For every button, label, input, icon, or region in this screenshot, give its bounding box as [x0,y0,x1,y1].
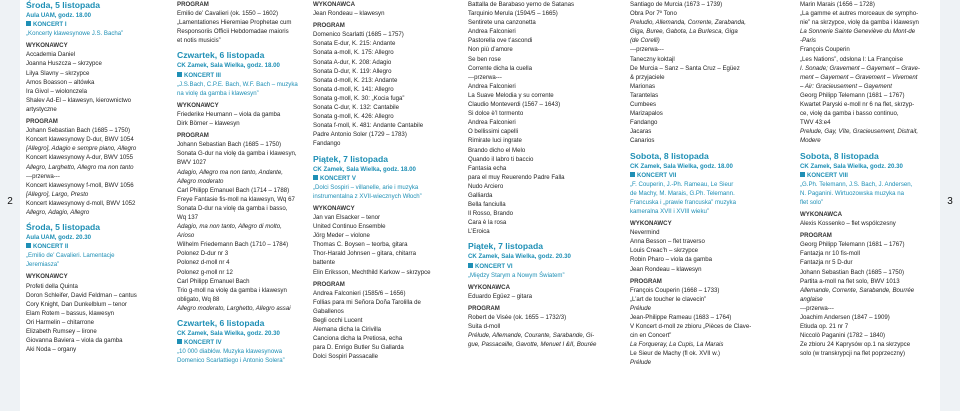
concert-label-text: KONCERT III [184,71,221,79]
section-label: PROGRAM [468,304,500,312]
venue-line: Aula UAM, godz. 20.30 [26,234,92,242]
program-line: Sonata G-dur na violę da gamba i klawesyn, [177,150,297,158]
movement-line: Arioso [177,232,195,240]
program-line: Sonata D-dur na violę da gamba i basso, [177,204,288,212]
program-line: Jacaras [630,128,652,136]
section-label: WYKONAWCY [177,101,219,109]
program-line: Elizabeth Rumsey – lirone [26,328,97,335]
program-line: Andrea Falconieri [468,119,516,127]
program-line: Joachim Andersen (1847 – 1909) [800,314,890,321]
section-label: PROGRAM [630,277,662,285]
movement-line: Allemande, Corrente, Sarabande, Bourrée [800,286,915,294]
concert-square-icon [177,72,182,77]
program-line: Anna Besson – flet traverso [630,238,705,246]
program-line: Marin Marais (1656 – 1728) [800,1,875,8]
concert-title: instrumentalna z XVII-wiecznych Włoch” [313,192,422,200]
program-line: para el muy Reuerendo Padre Falla [468,173,565,181]
program-line: Andrea Falconieri [468,82,516,90]
program-line: cin en Concert” [630,332,672,340]
program-line: Freye Fantasie fis-moll na klawesyn, Wq 67 [177,195,295,203]
concert-title: „Dolci Sospiri – villanelle, arie i muzyka [313,183,419,191]
program-line: Giovanna Baviera – viola da gamba [26,337,123,345]
movement-line: La Forqueray, La Cupis, La Marais [630,341,724,349]
concert-label-text: KONCERT VII [637,171,677,179]
day-heading: Sobota, 8 listopada [800,150,879,161]
program-line: Johann Sebastian Bach (1685 – 1750) [800,268,905,276]
concert-label [177,71,310,80]
program-line: O bellissimi capelli [468,128,519,136]
program-line: Nevermind [630,229,660,237]
program-line: Polonez d-moll nr 4 [177,259,230,267]
program-column-5 [630,0,763,368]
program-line: Carl Philipp Emanuel Bach (1714 – 1788) [177,186,290,194]
concert-label-text: KONCERT V [320,174,356,182]
program-line: Polonez g-moll nr 12 [177,268,233,276]
section-label: WYKONAWCY [630,220,672,228]
program-line: Cumbees [630,101,657,109]
program-line: Sonata D-dur, K. 119: Allegro [313,67,392,75]
movement-line: [Allegro], Largo, Presto [26,190,89,198]
venue-line: Aula UAM, godz. 18.00 [26,12,92,19]
program-line: Sonata f-moll, K. 481: Andante Cantabile [313,122,424,130]
program-line: Koncert klawesynowy d-moll, BWV 1052 [26,199,136,207]
program-line: Polonez D-dur nr 3 [177,250,229,258]
program-line: Andrea Falconieri [468,28,516,36]
program-line: Santiago de Murcia (1673 – 1739) [630,1,723,8]
program-line: Nudo Arciero [468,182,504,190]
program-line: Fantasia echa [468,164,507,172]
program-line: Jörg Meder – violone [313,232,370,240]
program-line: Tarantelas [630,91,659,99]
program-line: Trio g-moll na violę da gamba i klawesyn [177,286,287,294]
program-line: François Couperin (1668 – 1733) [630,286,720,294]
program-line: United Continuo Ensemble [313,223,386,231]
concert-label [630,171,763,180]
program-line: Joanna Huszcza – skrzypce [26,60,102,68]
program-line: Sentirete una canzonetta [468,19,536,27]
concert-title: „F. Couperin, J.-Ph. Rameau, Le Sieur [630,180,734,188]
program-line: Carl Philipp Emanuel Bach [177,277,250,285]
program-line: obligato, Wq 88 [177,295,220,303]
program-line: Taneczny koktajl [630,55,675,63]
movement-line: Prelude, Gay, Vîte, Gracieusement, Distrait, [800,128,919,136]
concert-label [468,262,601,271]
program-line: Thomas C. Boysen – teorba, gitara [313,241,408,249]
program-line: Ze zbioru 24 Kaprysów op.1 na skrzypce [800,341,911,349]
section-label: WYKONAWCY [313,204,355,212]
program-line: Jean-Philippe Rameau (1683 – 1764) [630,314,732,321]
program-line: Se ben rose [468,55,501,63]
day-heading: Sobota, 8 listopada [630,150,709,161]
movement-line: Giga, Buree, Gabota, La Burlesca, Giga [630,28,738,36]
program-line: Suita d-moll [468,323,501,331]
program-line: „La gamme et autres morceaux de sympho- [800,10,919,18]
section-label: WYKONAWCA [800,210,842,218]
program-line: „L’art de toucher le clavecin” [630,295,707,303]
page-number-left: 2 [7,196,13,207]
concert-label [313,174,446,183]
program-column-3 [313,0,446,361]
concert-label [26,242,159,251]
section-label: PROGRAM [313,22,345,30]
movement-line: Allegro moderato, Larghetto, Allegro assai [177,304,291,312]
movement-line: Prélude, Allemande, Courante, Sarabande, Gi- [468,332,595,340]
movement-line: ment – Gayement – Gravement – Vivement [800,73,918,81]
movement-line: Allegro moderato [177,177,224,185]
program-line: Begli occhi Lucent [313,317,363,324]
concert-title: „10 000 diabłów. Muzyka klawesynowa [177,348,283,356]
program-line: Niccolò Paganini (1782 – 1840) [800,332,886,340]
program-line: Wq 137 [177,213,199,221]
program-line: Wilhelm Friedemann Bach (1710 – 1784) [177,241,289,249]
program-line: Dirk Börner – klawesyn [177,120,240,128]
venue-line: CK Zamek, Sala Wielka, godz. 20.30 [177,330,280,337]
concert-label-text: KONCERT VIII [807,171,848,179]
program-line: Sonata A-dur, K. 208: Adagio [313,58,392,66]
section-label: PROGRAM [177,1,209,8]
program-line: Koncert klawesynowy f-moll, BWV 1056 [26,181,134,189]
concert-title: „G.Ph. Telemann, J.S. Bach, J. Andersen, [800,180,913,188]
concert-title: „J.S.Bach, C.P.E. Bach, W.F. Bach – muzyka [177,80,298,88]
program-line: Robert de Visée (ok. 1655 – 1732/3) [468,314,567,321]
program-line: ---przerwa--- [468,73,502,81]
program-line: La Suave Melodia y su corrente [468,91,554,99]
concert-label-text: KONCERT II [33,243,69,251]
program-line: ce, violę da gamba i basso continuo, [800,110,899,118]
program-line: BWV 1027 [177,159,207,167]
program-line: Cara è la rosa [468,219,507,227]
venue-line: CK Zamek, Sala Wielka, godz. 18.00 [313,165,416,173]
program-line: Lilya Slavny – skrzypce [26,69,90,77]
program-line: V Koncert d-moll ze zbioru „Pièces de Clave- [630,323,752,331]
concert-square-icon [26,243,31,248]
day-heading: Środa, 5 listopada [26,222,101,233]
program-line: Canciona dicha la Pretiosa, echa [313,335,403,343]
program-line: Sonata d-moll, K. 141: Allegro [313,85,394,93]
program-line: Aki Noda – organy [26,346,77,354]
program-line: Dolci Sospiri Passacalle [313,353,379,361]
concert-label [177,338,310,347]
concert-title: Jeremiasza” [26,261,60,269]
concert-label-text: KONCERT IV [184,339,222,347]
concert-label-text: KONCERT VI [475,262,513,270]
program-line: Elam Rotem – bassus, klawesyn [26,309,115,317]
section-label: WYKONAWCA [313,1,355,8]
concert-title: Domenico Scarlattiego i Antonio Solera” [177,357,285,365]
program-line: Marizapalos [630,110,663,118]
concert-label [800,171,933,180]
day-heading: Środa, 5 listopada [26,0,101,10]
program-line: Sonata C-dur, K. 132: Cantabile [313,104,400,112]
movement-line: gue, Passacaille, Gavotte, Menuet I &II, Bourée [468,341,597,349]
program-line: Galliarda [468,191,493,199]
program-line: Louis Creac’h – skrzypce [630,247,699,255]
program-line: et notis musicis” [177,37,221,45]
section-label: WYKONAWCA [468,283,510,291]
program-line: Jean Rondeau – klawesyn [630,265,702,273]
program-line: Friederike Heumann – viola da gamba [177,110,281,118]
concert-square-icon [800,172,805,177]
concert-square-icon [313,175,318,180]
program-line: nie” na skrzypce, violę da gamba i klawesyn [800,19,919,27]
program-line: Sonata E-dur, K. 215: Andante [313,40,396,48]
program-line: Sonata d-moll, K. 213: Andante [313,76,398,84]
concert-title: „Między Starym a Nowym Światem” [468,271,565,279]
program-line: Sonata g-moll, K. 426: Allegro [313,113,394,121]
program-line: Sonata a-moll, K. 175: Allegro [313,49,394,57]
program-line: Fandango [630,119,658,127]
concert-title: flet solo” [800,198,824,206]
concert-square-icon [468,263,473,268]
program-line: Rimirate luci ingrate [468,137,522,145]
movement-line: Preludio, Allemanda, Corrente, Zarabanda, [630,19,746,27]
movement-line: I. Sonade; Gravement – Gayement – Grave- [800,64,920,72]
program-line: Canarios [630,137,655,145]
program-line: Robin Pharo – viola da gamba [630,256,712,264]
program-line: Alexis Kossenko – flet wspólczesny [800,220,896,228]
program-line: Follias para mi Señora Doña Tarolilla de [313,298,421,306]
concert-title: de Machy, M. Marais, G.Ph. Telemann. [630,189,735,197]
program-line: Johann Sebastian Bach (1685 – 1750) [177,141,282,149]
program-line: Domenico Scarlatti (1685 – 1757) [313,31,404,39]
concert-title: kameralna XVII i XVIII wieku” [630,207,709,215]
day-heading: Czwartek, 6 listopada [177,318,265,328]
program-line: Fantazja nr 5 D-dur [800,259,853,267]
program-line: Claudio Monteverdi (1567 – 1643) [468,101,561,109]
program-line: Thor-Harald Johnsen – gitara, chitarra [313,250,416,258]
program-line: Accademia Daniel [26,51,76,59]
movement-line: Modere [800,137,821,145]
program-line: Kwartet Paryski e-moll nr 6 na flet, skrzyp- [800,101,915,109]
program-line: L’Eroica [468,228,490,236]
program-line: para D. Enrigo Butler Su Gallarda [313,344,404,352]
movement-line: Prélude [630,304,652,312]
program-line: Emilio de’ Cavalieri (ok. 1550 – 1602) [177,10,279,18]
program-line: solo (w transkrypcji na flet poprzeczny) [800,350,905,358]
program-line: Quando il labro ti baccio [468,155,534,163]
program-line: Alemana dicha la Cirivilla [313,326,382,334]
concert-square-icon [630,172,635,177]
movement-line: La Sonnerie Sainte Geneviève du Mont-de [800,28,916,36]
program-line: Ira Givol – wiolonczela [26,87,87,95]
concert-title: „Koncerty klawesynowe J.S. Bacha” [26,30,124,38]
program-line: Etiuda op. 21 nr 7 [800,323,849,331]
program-line: Non più d’amore [468,46,513,54]
program-line: Battalla de Barabaso yerno de Satanas [468,1,575,8]
program-line: Elin Eriksson, Mechthild Karkow – skrzypce [313,268,431,276]
program-line: Fandango [313,140,341,148]
program-line: François Couperin [800,46,850,54]
movement-line: [Allegro], Adagio e sempre piano, Allegro [26,145,137,153]
program-line: & przyjaciele [630,73,665,81]
program-line: Jean Rondeau – klawesyn [313,10,385,18]
program-line: Koncert klawesynowy A-dur, BWV 1055 [26,154,134,162]
program-line: Doron Schleifer, David Feldman – cantus [26,291,137,299]
program-line: Padre Antonio Soler (1729 – 1783) [313,131,407,139]
program-column-1 [26,0,159,354]
program-line: Si dolce è’l tormento [468,110,524,118]
program-line: Amos Boasson – altówka [26,78,95,86]
program-line: „Lamentationes Hieremiae Prophetae cum [177,19,292,27]
program-line: Eduardo Egüez – gitara [468,292,533,300]
program-line: Bella fanciulla [468,201,506,209]
day-heading: Piątek, 7 listopada [468,241,543,252]
concert-title: Francuska i „prawie francuska” muzyka [630,198,736,206]
concert-square-icon [177,339,182,344]
program-line: Sonata g-moll, K. 30: „Kocia fuga” [313,94,405,102]
program-line: Georg Philipp Telemann (1681 – 1767) [800,91,905,99]
concert-title: N. Paganini. Wirtuozowska muzyka na [800,189,904,197]
section-label: PROGRAM [313,280,345,288]
program-line: Partita a-moll na flet solo, BWV 1013 [800,277,900,285]
program-line: Pastorella ove t’ascondi [468,37,533,45]
movement-line: Allegro, Adagio, Allegro [26,208,90,216]
program-column-4 [468,0,601,349]
program-line: ---przerwa--- [26,172,60,180]
program-line: Georg Philipp Telemann (1681 – 1767) [800,241,905,249]
program-line: Jan van Elsacker – tenor [313,213,381,221]
program-line: Obra Por 7º Tono [630,10,677,18]
program-column-6 [800,0,933,358]
program-line: De Murcia – Sanz – Santa Cruz – Egüez [630,64,740,72]
movement-line: Adagio, ma non tanto, Allegro di molto, [177,223,282,231]
program-line: Shalev Ad-El – klawesyn, kierownictwo [26,96,131,104]
movement-line: (de Corelli) [630,37,660,45]
section-label: WYKONAWCY [26,273,68,281]
page-number-right: 3 [947,196,953,207]
movement-line: – Air: Gracieusement – Gayement [800,82,892,90]
program-line: Responsoriis Officii Hebdomadae maioris [177,28,289,36]
day-heading: Piątek, 7 listopada [313,153,388,164]
program-line: Andrea Falconieri (1585/6 – 1656) [313,289,406,297]
program-line: Brando dicho el Melo [468,146,526,154]
concert-square-icon [26,21,31,26]
program-line: battente [313,259,336,267]
program-line: Koncert klawesynowy D-dur, BWV 1054 [26,136,134,144]
program-line: ---przerwa--- [800,304,834,312]
program-column-2 [177,0,310,365]
program-line: ---przerwa--- [630,46,664,54]
venue-line: CK Zamek, Sala Wielka, godz. 20.30 [800,162,903,170]
venue-line: CK Zamek, Sala Wielka, godz. 18.00 [630,162,733,170]
venue-line: CK Zamek, Sala Wielka, godz. 20.30 [468,253,571,261]
program-line: Marionas [630,82,656,90]
movement-line: anglaise [800,295,823,303]
section-label: WYKONAWCY [26,42,68,50]
movement-line: -Paris [800,37,816,45]
program-line: Tarquinio Merula (1594/5 – 1665) [468,10,558,18]
section-label: PROGRAM [177,132,209,140]
movement-line: Allegro, Larghetto, Allegro ma non tanto [26,163,134,171]
venue-line: CK Zamek, Sala Wielka, godz. 18.00 [177,62,280,70]
movement-line: Prélude [630,359,652,367]
program-line: Corrente dicha la cuella [468,64,533,72]
program-line: Johann Sebastian Bach (1685 – 1750) [26,127,131,135]
program-line: Il Rosso, Brando [468,210,514,218]
movement-line: Adagio, Allegro ma non tanto, Andante, [177,168,283,176]
concert-label [26,20,159,29]
program-line: „Les Nations”, odsłona I: La Françoise [800,55,903,63]
concert-title: „Emilio de’ Cavalieri. Lamentacje [26,252,115,260]
section-label: PROGRAM [26,118,58,126]
program-line: artystyczne [26,105,57,113]
program-line: Cory Knight, Dan Dunkelblum – tenor [26,300,127,308]
section-label: PROGRAM [800,232,832,240]
program-line: Ori Harmelin – chitarrone [26,318,95,326]
concert-label-text: KONCERT I [33,21,67,29]
program-line: Le Sieur de Machy (fl ok. XVII w.) [630,350,721,358]
program-line: Profeti della Quinta [26,282,78,290]
program-line: Gaballenos [313,307,344,315]
program-line: TWV 43:e4 [800,119,831,127]
program-line: Fantazja nr 10 fis-moll [800,250,860,258]
concert-title: na violę da gamba i klawesyn” [177,89,259,97]
day-heading: Czwartek, 6 listopada [177,50,265,61]
